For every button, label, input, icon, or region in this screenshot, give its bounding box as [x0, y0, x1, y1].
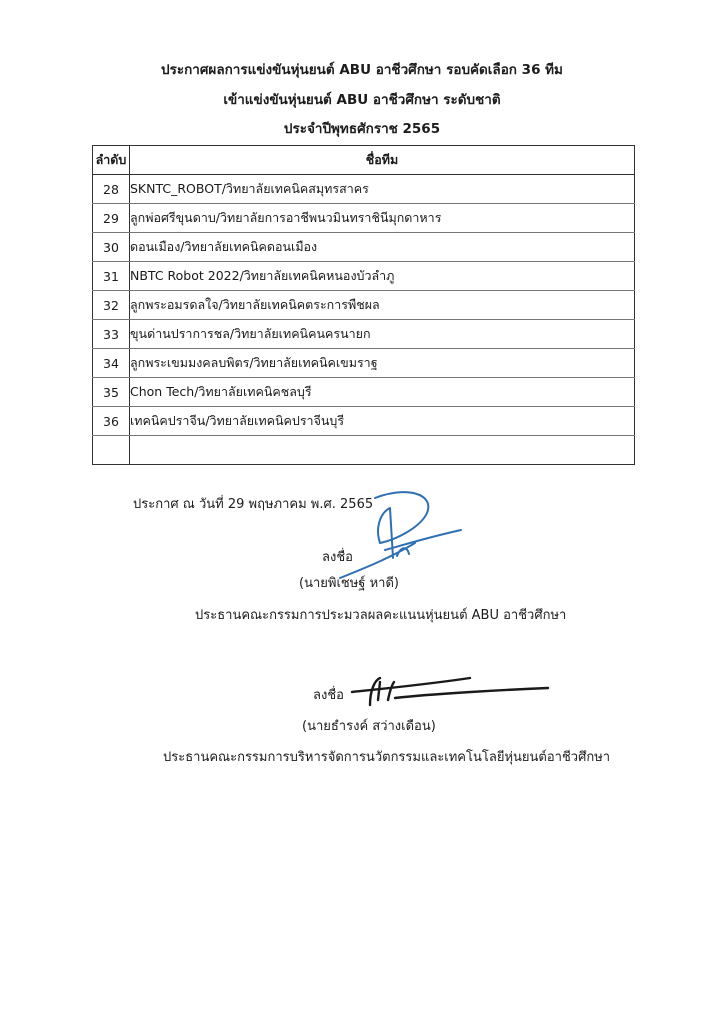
table-header-row	[93, 146, 635, 175]
team-name: SKNTC_ROBOT/วิทยาลัยเทคนิคสมุทรสาคร	[130, 175, 635, 204]
signature-1-role: ประธานคณะกรรมการประมวลผลคะแนนหุ่นยนต์ ABU อาชีวศึกษา	[195, 608, 567, 623]
team-name: ลูกพ่อศรีขุนดาบ/วิทยาลัยการอาชีพนวมินทราชินีมุกดาหาร	[130, 204, 635, 233]
table-row	[93, 349, 635, 378]
table-row	[93, 378, 635, 407]
table-row	[93, 436, 635, 465]
table-row	[93, 320, 635, 349]
team-order-number: 29	[93, 204, 130, 233]
signature-2-label: ลงชื่อ	[313, 688, 344, 703]
announcement-date: ประกาศ ณ วันที่ 29 พฤษภาคม พ.ศ. 2565	[133, 497, 374, 512]
column-header-order: ลำดับ	[93, 146, 130, 175]
team-name: Chon Tech/วิทยาลัยเทคนิคชลบุรี	[130, 378, 635, 407]
team-name: ขุนด่านปราการชล/วิทยาลัยเทคนิคนครนายก	[130, 320, 635, 349]
team-order-number: 28	[93, 175, 130, 204]
column-header-team-name: ชื่อทีม	[130, 146, 635, 175]
table-row	[93, 262, 635, 291]
team-order-number: 35	[93, 378, 130, 407]
document-title-line2: เข้าแข่งขันหุ่นยนต์ ABU อาชีวศึกษา ระดับชาติ	[223, 92, 501, 108]
signature-1-label: ลงชื่อ	[322, 550, 353, 565]
document-title-line1: ประกาศผลการแข่งขันหุ่นยนต์ ABU อาชีวศึกษา รอบคัดเลือก 36 ทีม	[161, 62, 563, 78]
team-name: NBTC Robot 2022/วิทยาลัยเทคนิคหนองบัวลำภู	[130, 262, 635, 291]
document-title-line3: ประจำปีพุทธศักราช 2565	[283, 121, 441, 137]
team-order-number: 36	[93, 407, 130, 436]
table-row	[93, 407, 635, 436]
signature-2-role: ประธานคณะกรรมการบริหารจัดการนวัตกรรมและเทคโนโลยีหุ่นยนต์อาชีวศึกษา	[163, 750, 611, 765]
team-order-number	[93, 436, 130, 465]
team-order-number: 31	[93, 262, 130, 291]
team-order-number: 33	[93, 320, 130, 349]
signature-2-ink	[350, 670, 550, 710]
team-order-number: 34	[93, 349, 130, 378]
signature-2-name: (นายธำรงค์ สว่างเดือน)	[302, 719, 436, 734]
table-row	[93, 233, 635, 262]
team-order-number: 32	[93, 291, 130, 320]
table-row	[93, 291, 635, 320]
team-name: เทคนิคปราจีน/วิทยาลัยเทคนิคปราจีนบุรี	[130, 407, 635, 436]
team-name: ดอนเมือง/วิทยาลัยเทคนิคดอนเมือง	[130, 233, 635, 262]
team-name: ลูกพระเขมมงคลบพิตร/วิทยาลัยเทคนิคเขมราฐ	[130, 349, 635, 378]
team-name	[130, 436, 635, 465]
team-order-number: 30	[93, 233, 130, 262]
teams-table	[92, 145, 635, 465]
team-name: ลูกพระอมรดลใจ/วิทยาลัยเทคนิคตระการพืชผล	[130, 291, 635, 320]
table-row	[93, 204, 635, 233]
table-row	[93, 175, 635, 204]
signature-1-name: (นายพิเชษฐ์ หาดี)	[299, 576, 399, 591]
